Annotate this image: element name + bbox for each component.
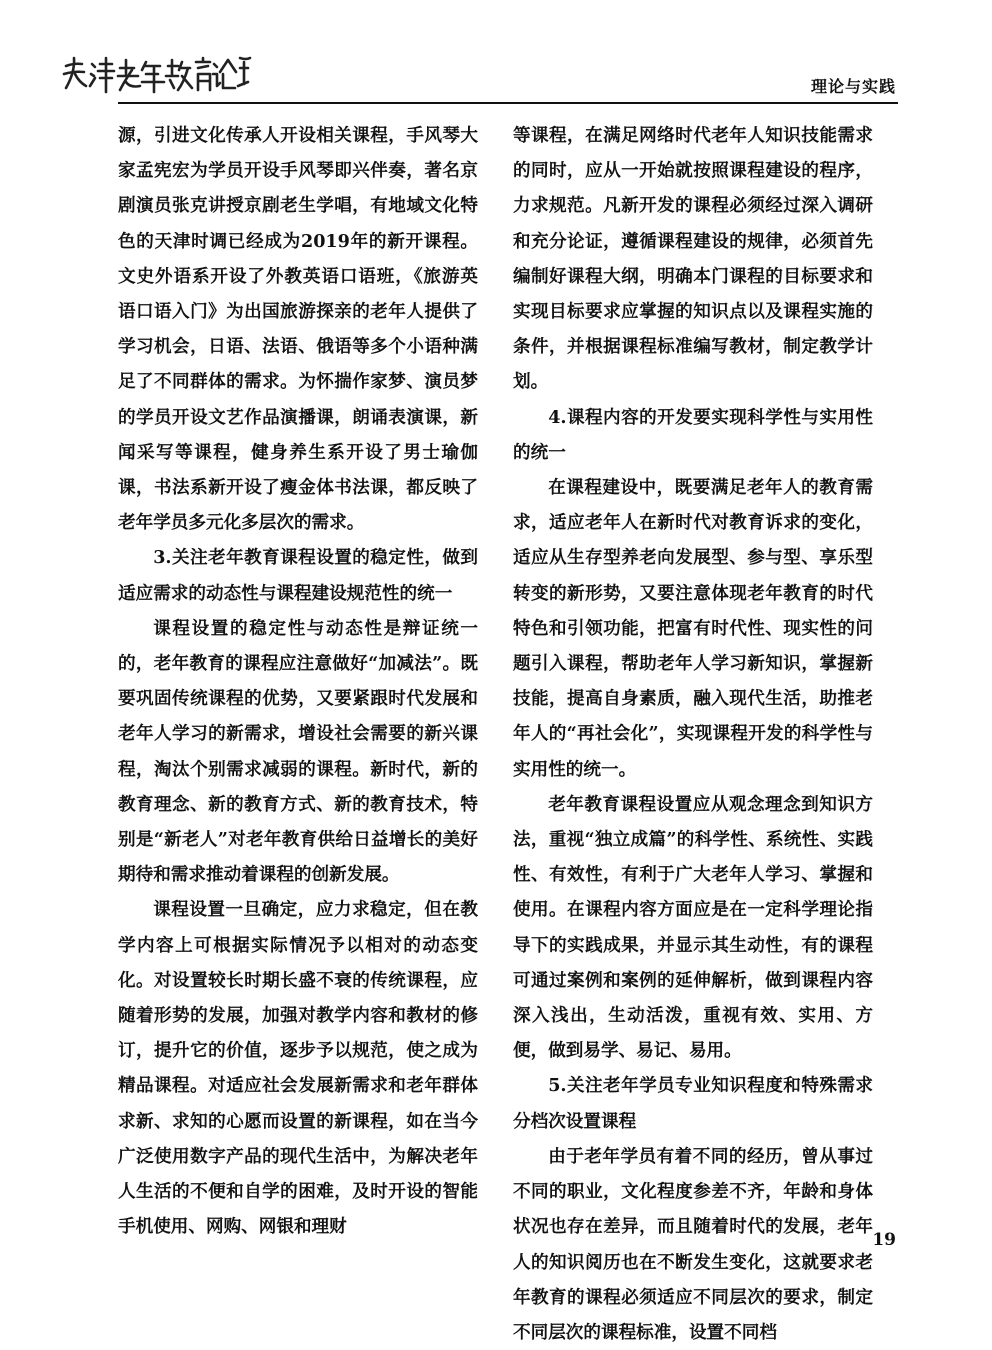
header-rule bbox=[118, 102, 898, 104]
paragraph: 在课程建设中，既要满足老年人的教育需求，适应老年人在新时代对教育诉求的变化，适应从生存型养老向发展型、参与型、享乐型转变的新形势，又要注意体现老年教育的时代特色和引领功能，把富有时代性、现实性的问题引入课程，帮助老年人学习新知识，掌握新技能，提高自身素质，融入现代生活，助推老年人的“再社会化”，实现课程开发的科学性与实用性的统一。 bbox=[513, 477, 873, 780]
right-column bbox=[513, 118, 873, 1350]
paragraph: 老年教育课程设置应从观念理念到知识方法，重视“独立成篇”的科学性、系统性、实践性、有效性，有利于广大老年人学习、掌握和使用。在课程内容方面应是在一定科学理论指导下的实践成果，并显示其生动性，有的课程可通过案例和案例的延伸解析，做到课程内容深入浅出，生动活泼，重视有效、实用、方便，做到易学、易记、易用。 bbox=[513, 793, 873, 1062]
paragraph: 课程设置一旦确定，应力求稳定，但在教学内容上可根据实际情况予以相对的动态变化。对设置较长时期长盛不衰的传统课程，应随着形势的发展，加强对教学内容和教材的修订，提升它的价值，逐步予以规范，使之成为精品课程。对适应社会发展新需求和老年群体求新、求知的心愿而设置的新课程，如在当今广泛使用数字产品的现代生活中，为解决老年人生活的不便和自学的困难，及时开设的智能手机使用、网购、网银和理财 bbox=[118, 899, 478, 1238]
journal-logo bbox=[62, 52, 252, 98]
paragraph: 由于老年学员有着不同的经历，曾从事过不同的职业，文化程度参差不齐，年龄和身体状况也存在差异，而且随着时代的发展，老年人的知识阅历也在不断发生变化，这就要求老年教育的课程必须适应不同层次的要求，制定不同层次的课程标准，设置不同档 bbox=[513, 1145, 873, 1343]
subheading: 3.关注老年教育课程设置的稳定性，做到适应需求的动态性与课程建设规范性的统一 bbox=[118, 547, 478, 604]
paragraph: 等课程，在满足网络时代老年人知识技能需求的同时，应从一开始就按照课程建设的程序，力求规范。凡新开发的课程必须经过深入调研和充分论证，遵循课程建设的规律，必须首先编制好课程大纲，明确本门课程的目标要求和实现目标要求应掌握的知识点以及课程实施的条件，并根据课程标准编写教材，制定教学计划。 bbox=[513, 125, 873, 393]
subheading: 5.关注老年学员专业知识程度和特殊需求分档次设置课程 bbox=[513, 1075, 873, 1132]
left-column bbox=[118, 118, 478, 1245]
paragraph: 源，引进文化传承人开设相关课程，手风琴大家孟宪宏为学员开设手风琴即兴伴奏，著名京剧演员张克讲授京剧老生学唱，有地域文化特色的天津时调已经成为2019年的新开课程。文史外语系开设了外教英语口语班，《旅游英语口语入门》为出国旅游探亲的老年人提供了学习机会，日语、法语、俄语等多个小语种满足了不同群体的需求。为怀揣作家梦、演员梦的学员开设文艺作品演播课，朗诵表演课，新闻采写等课程，健身养生系开设了男士瑜伽课，书法系新开设了瘦金体书法课，都反映了老年学员多元化多层次的需求。 bbox=[118, 125, 478, 534]
section-label: 理论与实践 bbox=[810, 77, 896, 96]
subheading: 4.课程内容的开发要实现科学性与实用性的统一 bbox=[513, 406, 873, 463]
paragraph: 课程设置的稳定性与动态性是辩证统一的，老年教育的课程应注意做好“加减法”。既要巩固传统课程的优势，又要紧跟时代发展和老年人学习的新需求，增设社会需要的新兴课程，淘汰个别需求减弱的课程。新时代，新的教育理念、新的教育方式、新的教育技术，特别是“新老人”对老年教育供给日益增长的美好期待和需求推动着课程的创新发展。 bbox=[118, 617, 478, 886]
page-number: 19 bbox=[872, 1230, 896, 1250]
